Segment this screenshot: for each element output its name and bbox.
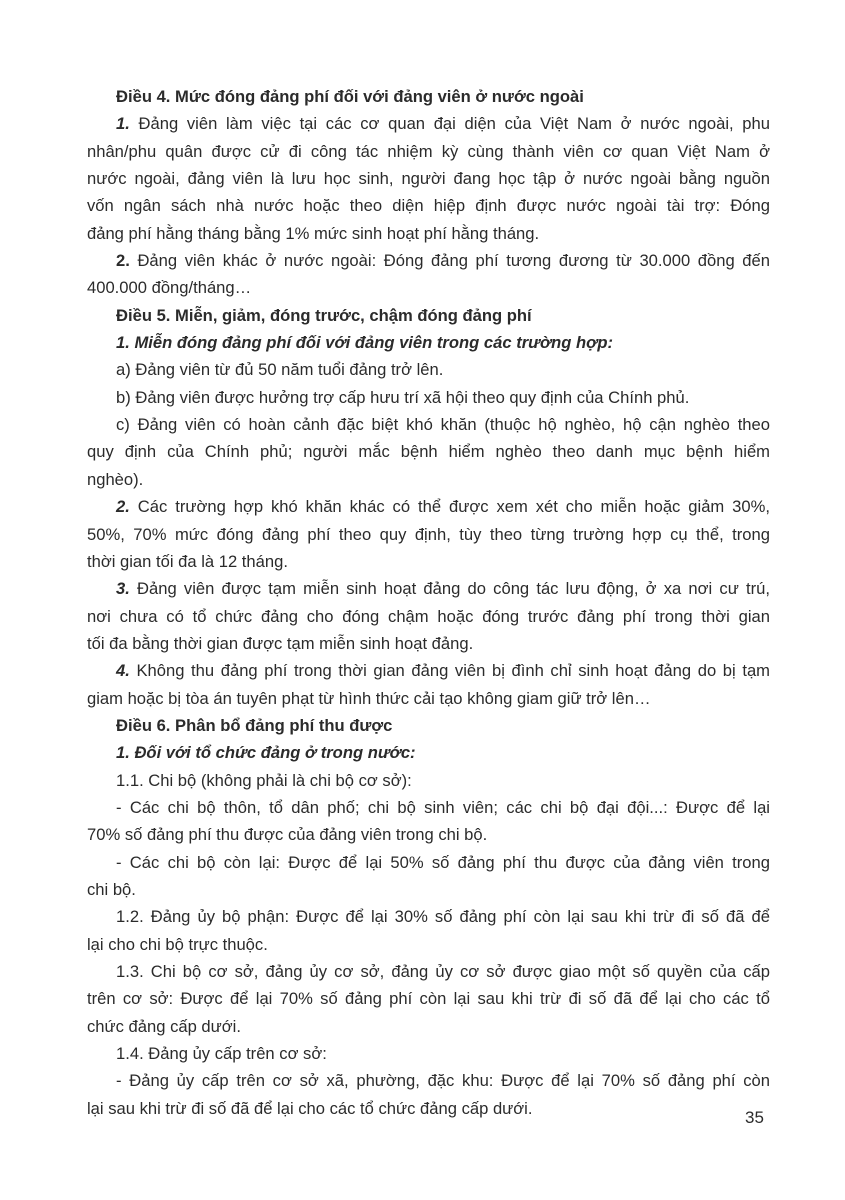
text-line: [87, 438, 770, 465]
text-line: [87, 356, 770, 383]
line-text: trên cơ sở: Được để lại 70% số đảng phí còn lại sau khi trừ đi số đã để lại cho các tổ: [87, 989, 770, 1009]
text-line: [87, 192, 770, 219]
line-text: 50%, 70% mức đóng đảng phí theo quy định, tùy theo từng trường hợp cụ thể, trong: [87, 524, 770, 544]
line-text: thời gian tối đa là 12 tháng.: [87, 551, 288, 571]
article-heading-line: [87, 83, 770, 110]
line-text: vốn ngân sách nhà nước hoặc theo diện hiệp định được nước ngoài tài trợ: Đóng: [87, 196, 770, 216]
text-line: [87, 1067, 770, 1094]
text-line: [87, 1013, 770, 1040]
line-text: Điều 5. Miễn, giảm, đóng trước, chậm đóng đảng phí: [116, 305, 532, 325]
line-text: chức đảng cấp dưới.: [87, 1016, 241, 1036]
line-text: Điều 6. Phân bổ đảng phí thu được: [116, 715, 393, 735]
text-line: [87, 110, 770, 137]
text-line: [87, 903, 770, 930]
line-text: 1.3. Chi bộ cơ sở, đảng ủy cơ sở, đảng ủy cơ sở được giao một số quyền của cấp: [116, 962, 770, 981]
line-text: quy định của Chính phủ; người mắc bệnh hiểm nghèo theo danh mục bệnh hiểm: [87, 442, 770, 462]
line-text: nghèo).: [87, 469, 144, 489]
text-line: [87, 958, 770, 985]
line-text: nơi chưa có tổ chức đảng cho đóng chậm hoặc đóng trước đảng phí trong thời gian: [87, 606, 770, 626]
text-line: [87, 685, 770, 712]
text-line: [87, 603, 770, 630]
text-line: [87, 630, 770, 657]
line-text: 400.000 đồng/tháng…: [87, 278, 252, 298]
text-line: [87, 493, 770, 520]
text-line: [87, 165, 770, 192]
text-line: [87, 548, 770, 575]
text-line: [87, 247, 770, 274]
text-line: [87, 220, 770, 247]
text-line: [87, 138, 770, 165]
text-line: [87, 985, 770, 1012]
clause-number: 3.: [116, 579, 130, 599]
line-text: a) Đảng viên từ đủ 50 năm tuổi đảng trở lên.: [116, 360, 444, 380]
line-text: đảng phí hằng tháng bằng 1% mức sinh hoạt phí hằng tháng.: [87, 223, 540, 243]
clause-number: 2.: [116, 497, 130, 517]
text-line: [87, 849, 770, 876]
line-text: - Đảng ủy cấp trên cơ sở xã, phường, đặc khu: Được để lại 70% số đảng phí còn: [116, 1071, 770, 1091]
line-text: lại cho chi bộ trực thuộc.: [87, 934, 268, 954]
clause-number: 2.: [116, 251, 130, 271]
line-text: - Các chi bộ còn lại: Được để lại 50% số đảng phí thu được của đảng viên trong: [116, 852, 770, 872]
text-line: [87, 1095, 770, 1122]
text-line: [87, 466, 770, 493]
document-page-body: [87, 83, 770, 1122]
text-line: [87, 657, 770, 684]
clause-number: 4.: [116, 661, 130, 681]
line-text: 1.2. Đảng ủy bộ phận: Được để lại 30% số đảng phí còn lại sau khi trừ đi số đã để: [116, 907, 770, 927]
text-line: [87, 1040, 770, 1067]
text-line: [87, 274, 770, 301]
clause-heading-line: [87, 739, 770, 766]
line-text: 1.1. Chi bộ (không phải là chi bộ cơ sở):: [116, 770, 412, 790]
line-text: giam hoặc bị tòa án tuyên phạt từ hình thức cải tạo không giam giữ trở lên…: [87, 688, 651, 708]
text-line: [87, 384, 770, 411]
article-heading-line: [87, 302, 770, 329]
text-line: [87, 767, 770, 794]
line-text: 1.4. Đảng ủy cấp trên cơ sở:: [116, 1044, 327, 1064]
line-text: lại sau khi trừ đi số đã để lại cho các tổ chức đảng cấp dưới.: [87, 1098, 533, 1118]
line-text: nhân/phu quân được cử đi công tác nhiệm kỳ cùng thành viên cơ quan Việt Nam ở: [87, 141, 770, 161]
text-line: [87, 575, 770, 602]
text-line: [87, 931, 770, 958]
text-line: [87, 411, 770, 438]
article-heading-line: [87, 712, 770, 739]
text-line: [87, 876, 770, 903]
clause-number: 1.: [116, 114, 130, 134]
text-line: [87, 521, 770, 548]
line-text: Không thu đảng phí trong thời gian đảng viên bị đình chỉ sinh hoạt đảng do bị tạm: [129, 661, 770, 681]
line-text: Đảng viên làm việc tại các cơ quan đại diện của Việt Nam ở nước ngoài, phu: [129, 114, 770, 134]
text-line: [87, 821, 770, 848]
line-text: chi bộ.: [87, 879, 136, 899]
line-text: tối đa bằng thời gian được tạm miễn sinh hoạt đảng.: [87, 633, 474, 653]
line-text: Các trường hợp khó khăn khác có thể được xem xét cho miễn hoặc giảm 30%,: [129, 497, 770, 517]
line-text: Điều 4. Mức đóng đảng phí đối với đảng viên ở nước ngoài: [116, 87, 584, 106]
line-text: Đảng viên khác ở nước ngoài: Đóng đảng phí tương đương từ 30.000 đồng đến: [129, 251, 770, 271]
line-text: 1. Miễn đóng đảng phí đối với đảng viên trong các trường hợp:: [116, 333, 613, 353]
line-text: 70% số đảng phí thu được của đảng viên trong chi bộ.: [87, 825, 488, 845]
line-text: Đảng viên được tạm miễn sinh hoạt đảng do công tác lưu động, ở xa nơi cư trú,: [129, 579, 770, 599]
line-text: 1. Đối với tổ chức đảng ở trong nước:: [116, 743, 416, 763]
text-line: [87, 794, 770, 821]
line-text: c) Đảng viên có hoàn cảnh đặc biệt khó khăn (thuộc hộ nghèo, hộ cận nghèo theo: [116, 415, 770, 435]
line-text: - Các chi bộ thôn, tổ dân phố; chi bộ sinh viên; các chi bộ đại đội...: Được để lại: [116, 797, 770, 817]
page-number: 35: [745, 1108, 764, 1127]
line-text: nước ngoài, đảng viên là lưu học sinh, người đang học tập ở nước ngoài bằng nguồn: [87, 169, 770, 189]
line-text: b) Đảng viên được hưởng trợ cấp hưu trí xã hội theo quy định của Chính phủ.: [116, 387, 690, 407]
clause-heading-line: [87, 329, 770, 356]
